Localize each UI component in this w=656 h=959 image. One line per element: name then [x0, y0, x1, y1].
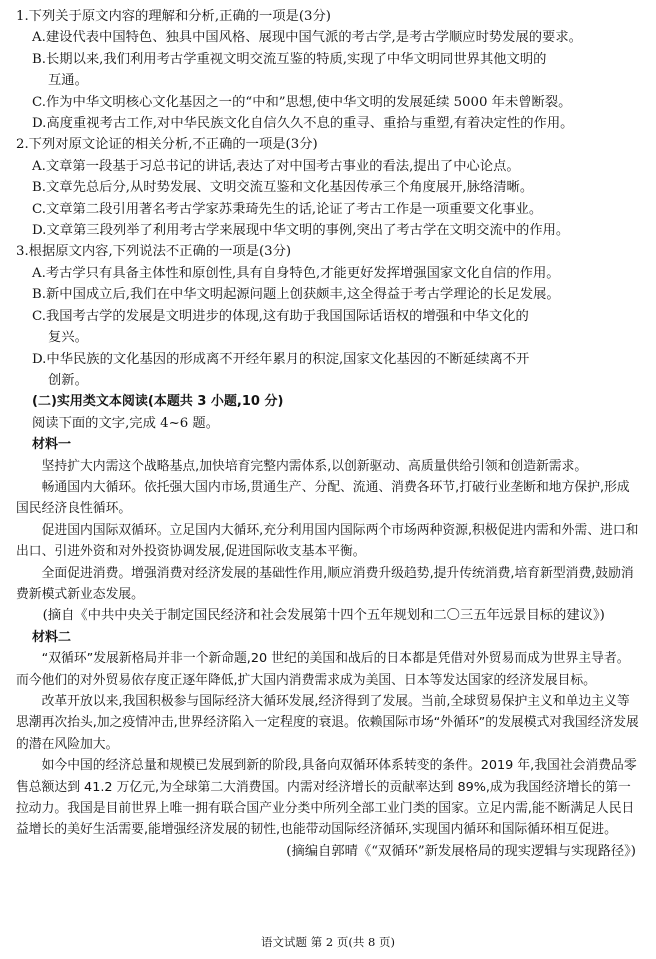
option-text: 高度重视考古工作,对中华民族文化自信久久不息的重寻、重拾与重塑,有着决定性的作用。 — [46, 116, 574, 132]
option-text: 建设代表中国特色、独具中国风格、展现中国气派的考古学,是考古学顺应时势发展的要求。 — [45, 30, 582, 46]
material-2-title: 材料二 — [32, 629, 72, 645]
option-a[interactable] — [16, 156, 640, 177]
option-label: C. — [32, 308, 46, 324]
page-footer: 语文试题 第 2 页(共 8 页) — [261, 934, 395, 949]
option-text: 长期以来,我们利用考古学重视文明交流互鉴的特质,实现了中华文明同世界其他文明的 — [46, 51, 547, 67]
section-instruction: 阅读下面的文字,完成 4~6 题。 — [32, 415, 220, 431]
option-label: B. — [32, 51, 46, 67]
question-stem: 1.下列关于原文内容的理解和分析,正确的一项是(3分) — [16, 9, 331, 24]
option-b[interactable] — [16, 284, 640, 305]
option-label: D. — [32, 223, 47, 239]
option-c[interactable] — [16, 92, 640, 113]
option-label: D. — [32, 116, 47, 132]
option-text-continued: 复兴。 — [48, 330, 88, 346]
option-text: 文章第二段引用著名考古学家苏秉琦先生的话,论证了考古工作是一项重要文化事业。 — [45, 201, 543, 217]
option-d[interactable] — [16, 220, 640, 241]
material-1-paragraph: 全面促进消费。增强消费对经济发展的基础性作用,顺应消费升级趋势,提升传统消费,培育新型消费,鼓励消费新模式新业态发展。 — [16, 565, 634, 602]
option-d[interactable] — [16, 113, 640, 134]
option-c[interactable] — [16, 199, 640, 220]
material-2-paragraph: 改革开放以来,我国积极参与国际经济大循环发展,经济得到了发展。当前,全球贸易保护主义和单边主义等思潮再次抬头,加之疫情冲击,世界经济陷入一定程度的衰退。依赖国际市场“外循环”的发展模式对我国经济发展的潜在风险加大。 — [16, 694, 639, 752]
option-text: 我国考古学的发展是文明进步的体现,这有助于我国国际话语权的增强和中华文化的 — [45, 308, 529, 324]
material-1-source: (摘自《中共中央关于制定国民经济和社会发展第十四个五年规划和二〇三五年远景目标的建议》) — [42, 608, 605, 624]
option-text: 文章先总后分,从时势发展、文明交流互鉴和文化基因传承三个角度展开,脉络清晰。 — [46, 180, 534, 196]
option-label: A. — [32, 158, 46, 174]
material-1-paragraph: 畅通国内大循环。依托强大国内市场,贯通生产、分配、流通、消费各环节,打破行业垄断和地方保护,形成国民经济良性循环。 — [16, 479, 630, 517]
material-1-paragraph: 促进国内国际双循环。立足国内大循环,充分利用国内国际两个市场两种资源,积极促进内需和外需、进口和出口、引进外资和对外投资协调发展,促进国际收支基本平衡。 — [16, 522, 639, 560]
option-label: C. — [32, 201, 46, 217]
material-1-paragraph: 坚持扩大内需这个战略基点,加快培育完整内需体系,以创新驱动、高质量供给引领和创造新需求。 — [41, 458, 588, 474]
option-a[interactable] — [16, 27, 640, 48]
option-text: 新中国成立后,我们在中华文明起源问题上创获颇丰,这全得益于考古学理论的长足发展。 — [46, 287, 560, 303]
material-2-paragraph: 如今中国的经济总量和规模已发展到新的阶段,具备向双循环体系转变的条件。2019 年,我国社会消费品零售总额达到 41.2 万亿元,为全球第二大消费国。内需对经济增长的贡献率达到 89%,成为我国经济增长的第一拉动力。我国是目前世界上唯一拥有联合国产业分类中所列全部工业门类的国家。立足内需,能不断满足人民日益增长的美好生活需要,能增强经济发展的韧性,也能带动国际经济循环,实现国内循环和国际循环相互促进。 — [16, 758, 637, 838]
option-a[interactable] — [16, 263, 640, 284]
option-c[interactable] — [16, 306, 640, 349]
option-label: B. — [32, 180, 46, 196]
option-text: 文章第一段基于习总书记的讲话,表达了对中国考古事业的看法,提出了中心论点。 — [45, 158, 520, 174]
option-text-continued: 互通。 — [48, 73, 88, 89]
option-text-continued: 创新。 — [48, 372, 88, 388]
option-label: A. — [32, 265, 46, 281]
material-2-source: (摘编自郭晴《“双循环”新发展格局的现实逻辑与实现路径》) — [286, 843, 636, 859]
material-2-paragraph: “双循环”发展新格局并非一个新命题,20 世纪的美国和战后的日本都是凭借对外贸易而成为世界主导者。而今他们的对外贸易依存度正逐年降低,扩大国内消费需求成为美国、日本等发达国家的经济发展目标。 — [16, 651, 630, 688]
section-heading: (二)实用类文本阅读(本题共 3 小题,10 分) — [32, 394, 284, 410]
option-label: A. — [32, 30, 46, 46]
option-text: 中华民族的文化基因的形成离不开经年累月的积淀,国家文化基因的不断延续离不开 — [46, 351, 530, 367]
option-text: 考古学只有具备主体性和原创性,具有自身特色,才能更好发挥增强国家文化自信的作用。 — [45, 265, 560, 281]
option-label: D. — [32, 351, 47, 367]
option-text: 文章第三段列举了利用考古学来展现中华文明的事例,突出了考古学在文明交流中的作用。 — [46, 223, 570, 239]
option-b[interactable] — [16, 49, 640, 92]
option-label: C. — [32, 94, 46, 110]
question-2 — [16, 134, 640, 241]
option-b[interactable] — [16, 177, 640, 198]
question-1 — [16, 6, 640, 134]
option-label: B. — [32, 287, 46, 303]
question-stem: 3.根据原文内容,下列说法不正确的一项是(3分) — [16, 244, 292, 260]
question-3 — [16, 241, 640, 391]
question-stem: 2.下列对原文论证的相关分析,不正确的一项是(3分) — [16, 137, 318, 153]
option-d[interactable] — [16, 349, 640, 392]
option-text: 作为中华文明核心文化基因之一的“中和”思想,使中华文明的发展延续 5000 年未曾断裂。 — [45, 94, 572, 110]
material-1-title: 材料一 — [32, 437, 72, 453]
